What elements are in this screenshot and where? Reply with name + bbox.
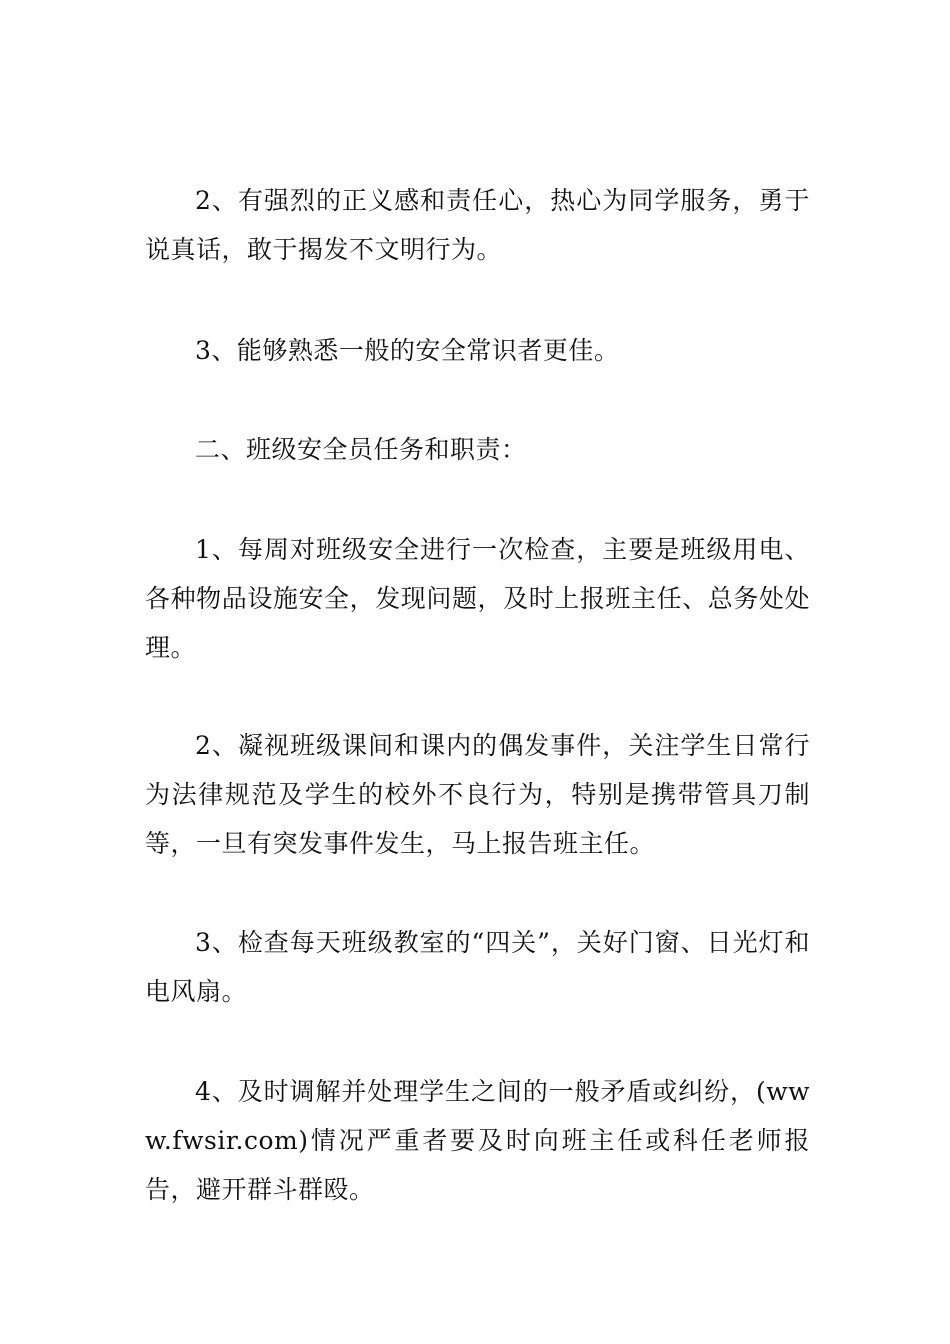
paragraph-requirement-2: 2、有强烈的正义感和责任心，热心为同学服务，勇于说真话，敢于揭发不文明行为。 [145, 186, 810, 264]
section-heading-duties: 二、班级安全员任务和职责： [195, 435, 527, 464]
paragraph-duty-2: 2、凝视班级课间和课内的偶发事件，关注学生日常行为法律规范及学生的校外不良行为，特别是携带管具刀制等，一旦有突发事件发生，马上报告班主任。 [145, 731, 810, 858]
paragraph-duty-4: 4、及时调解并处理学生之间的一般矛盾或纠纷，(www.fwsir.com)情况严重者要及时向班主任或科任老师报告，避开群斗群殴。 [145, 1077, 810, 1204]
paragraph-duty-3: 3、检查每天班级教室的“四关”，关好门窗、日光灯和电风扇。 [145, 928, 810, 1006]
paragraph-requirement-3: 3、能够熟悉一般的安全常识者更佳。 [195, 336, 620, 365]
paragraph-duty-1: 1、每周对班级安全进行一次检查，主要是班级用电、各种物品设施安全，发现问题，及时上报班主任、总务处处理。 [145, 535, 810, 662]
